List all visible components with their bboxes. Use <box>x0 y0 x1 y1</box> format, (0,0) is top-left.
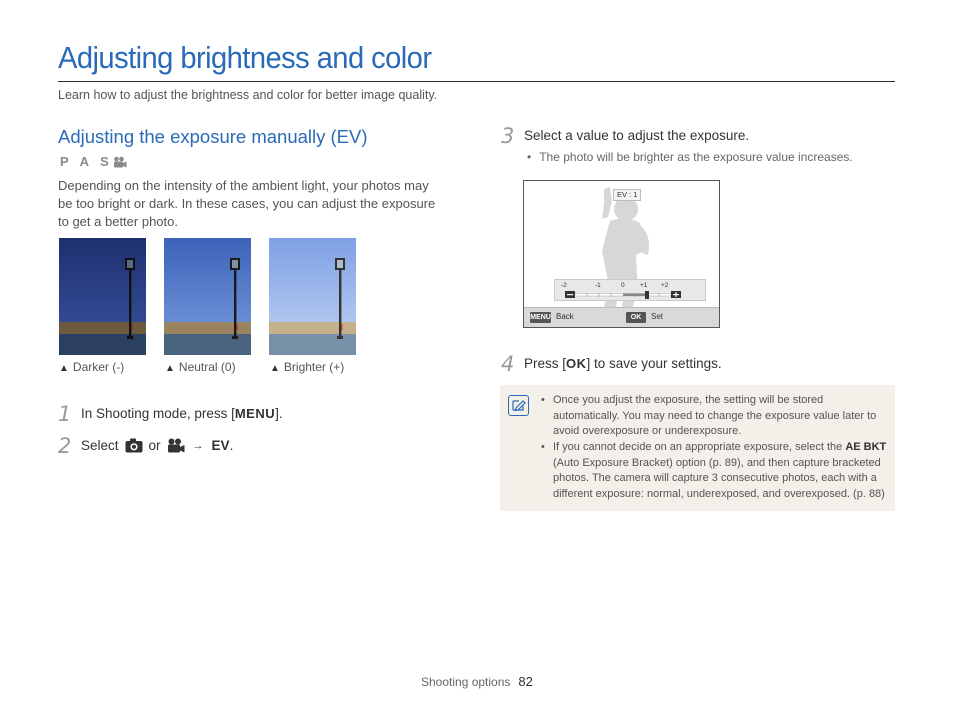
camera-screen <box>523 180 720 328</box>
ev-scale <box>554 279 706 301</box>
ok-key: OK <box>626 312 646 323</box>
step-3-bullet: • The photo will be brighter as the exposure value increases. <box>527 150 853 164</box>
ev-slider[interactable] <box>555 290 705 300</box>
caption-darker: ▲ Darker (-) <box>59 360 125 374</box>
ev-scale-label: +2 <box>661 282 669 289</box>
caption-neutral: ▲ Neutral (0) <box>165 360 236 374</box>
shooting-modes <box>60 154 127 169</box>
triangle-icon: ▲ <box>270 363 280 374</box>
ev-slider-thumb <box>645 291 649 299</box>
title-divider <box>58 81 895 82</box>
screen-button-bar <box>524 307 719 327</box>
caption-brighter: ▲ Brighter (+) <box>270 360 345 374</box>
footer-label: Shooting options <box>421 675 511 689</box>
movie-camera-icon <box>167 438 185 453</box>
movie-camera-icon <box>113 156 127 168</box>
photo-darker <box>59 238 146 355</box>
page-title: Adjusting brightness and color <box>58 40 432 75</box>
note-pencil-icon <box>508 395 529 416</box>
menu-key: MENU <box>234 406 276 421</box>
set-label: Set <box>651 312 664 321</box>
step-4-number: 4 <box>501 352 515 376</box>
note-item: • Once you adjust the exposure, the setting will be stored automatically. You may need to change the exposure value later to avoid overexposure or underexposure. <box>541 394 877 438</box>
step-3-number: 3 <box>501 124 515 148</box>
modes-label: P A S <box>60 154 113 169</box>
camera-icon <box>125 438 143 453</box>
menu-key: MENU <box>530 314 551 321</box>
silhouette-figure <box>524 181 720 328</box>
step-1-number: 1 <box>58 402 72 426</box>
ev-scale-label: +1 <box>640 282 648 289</box>
triangle-icon: ▲ <box>59 363 69 374</box>
ev-option: EV <box>211 438 230 453</box>
note-box <box>500 385 895 511</box>
intro-text: Learn how to adjust the brightness and color for better image quality. <box>58 88 438 102</box>
photo-brighter <box>269 238 356 355</box>
ev-value-tag: EV : 1 <box>613 189 641 201</box>
step-1-text: In Shooting mode, press [ MENU ]. <box>81 406 283 421</box>
back-label: Back <box>556 312 574 321</box>
ev-scale-label: -2 <box>561 282 567 289</box>
section-body: Depending on the intensity of the ambient light, your photos may be too bright or dark. In these cases, you can adjust the exposure to get a better photo. <box>58 178 436 229</box>
arrow-icon: → <box>192 439 204 452</box>
ev-scale-label: 0 <box>621 282 625 289</box>
step-3-text: Select a value to adjust the exposure. <box>524 128 750 143</box>
ev-scale-label: -1 <box>595 282 601 289</box>
ae-bkt-option: AE BKT <box>845 441 887 453</box>
ok-key: OK <box>566 356 587 371</box>
triangle-icon: ▲ <box>165 363 175 374</box>
note-item: • If you cannot decide on an appropriate exposure, select the AE BKT (Auto Exposure Bracket) option (p. 89), and then capture bracketed photos. The camera will capture 3 consecutive photos, each with a different exposure: normal, underexposed, and overexposed. (p. 88) <box>541 441 887 500</box>
step-2-number: 2 <box>58 434 72 458</box>
step-2-text: Select or → EV . <box>81 438 234 453</box>
page-footer <box>421 674 533 689</box>
section-heading: Adjusting the exposure manually (EV) <box>58 126 368 147</box>
photo-neutral <box>164 238 251 355</box>
page-number: 82 <box>518 674 533 689</box>
step-4-text: Press [ OK ] to save your settings. <box>524 356 722 371</box>
